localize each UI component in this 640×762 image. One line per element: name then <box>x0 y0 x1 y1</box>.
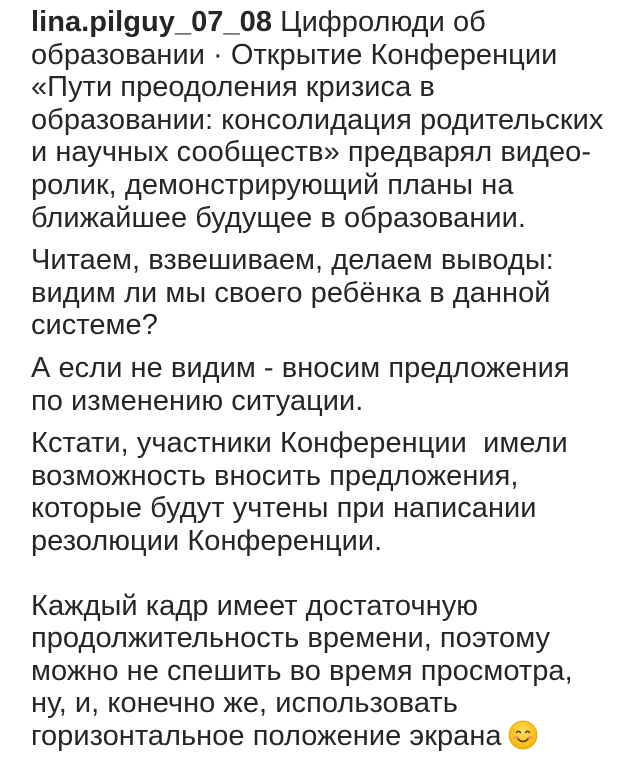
caption-paragraph-3: А если не видим - вносим предложения по изменению ситуации. <box>31 351 570 417</box>
smiling-face-emoji-icon <box>508 720 538 750</box>
post-caption <box>31 6 631 762</box>
caption-text-5: Каждый кадр имеет достаточную продолжительность времени, поэтому можно не спешить во время просмотра, ну, и, конечно же, использовать горизонтальное положение экрана <box>31 589 573 752</box>
caption-text-1: Цифролюди об образовании · Открытие Конференции «Пути преодоления кризиса в образовании: консолидация родительских и научных сообществ» предварял видео- ролик, демонстрирующий планы на ближайшее будущее в образовании. <box>31 6 604 234</box>
username-link[interactable]: lina.pilguy_07_08 <box>31 6 273 38</box>
caption-paragraph-2: Читаем, взвешиваем, делаем выводы: видим ли мы своего ребёнка в данной системе? <box>31 244 554 342</box>
caption-paragraph-5 <box>31 590 631 753</box>
caption-paragraph-4: Кстати, участники Конференции имели возможность вносить предложения, которые будут учтены при написании резолюции Конференции. <box>31 427 568 557</box>
caption-paragraph-1 <box>31 6 631 234</box>
